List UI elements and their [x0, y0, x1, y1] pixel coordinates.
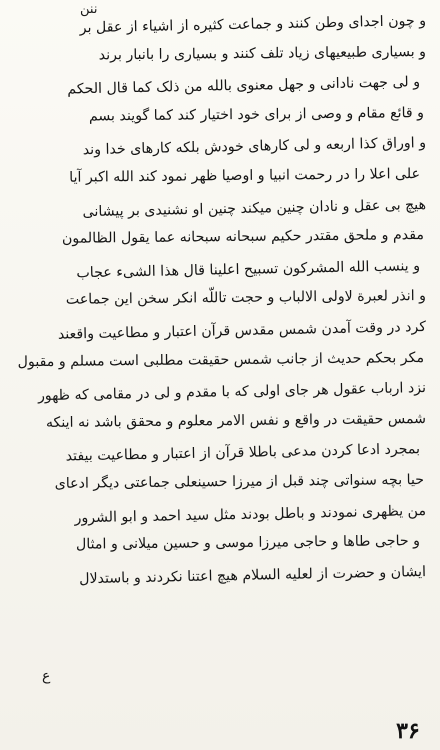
text-line-19: ایشان و حضرت از لعلیه السلام هیچ اعتنا نکردند و باستدلال — [79, 563, 427, 587]
text-line-14: شمس حقیقت در واقع و نفس الامر معلوم و محقق باشد نه اینکه — [45, 410, 427, 431]
text-line-5: و اوراق کذا اربعه و لی کارهای خودش بلکه کارهای خدا وند — [82, 135, 427, 159]
text-line-10: و انذر لعبرة لاولی الالباب و حجت تاللّه انکر سخن این جماعت — [65, 288, 427, 309]
text-line-8: مقدم و ملحق مقتدر حکیم سبحانه سبحانه عما یقول الظالمون — [61, 227, 425, 247]
top-ink-mark: ننن — [80, 2, 98, 17]
text-line-2: و بسیاری طبیعیهای زیاد تلف کنند و بسیاری را بانبار برند — [98, 43, 427, 64]
text-line-7: هیچ بی عقل و نادان چنین میکند چنین او نشنیدی بر پیشانی — [82, 196, 427, 220]
text-line-13: نزد ارباب عقول هر جای اولی که با مقدم و لی در مقامی که ظهور — [37, 380, 427, 405]
text-line-18: و حاجی طاها و حاجی میرزا موسی و حسین میلانی و امثال — [75, 533, 421, 553]
text-line-3: و لی جهت نادانی و جهل معنوی بالله من ذلک کما قال الحکم — [67, 74, 421, 98]
text-line-15: بمجرد ادعا کردن مدعی باطلا قرآن از اعتبار و مطاعیت بیفتد — [65, 441, 421, 465]
margin-ink-mark: ع — [42, 668, 51, 684]
text-line-9: و ینسب الله المشرکون تسبیح اعلینا قال هذا الشیء عجاب — [76, 257, 421, 282]
text-line-4: و قائع مقام و وصی از برای خود اختیار کند کما گویند بسم — [88, 104, 425, 125]
text-line-17: من یظهری نمودند و باطل بودند مثل سید احمد و ابو الشرور — [74, 502, 427, 526]
text-line-16: حیا بچه سنواتی چند قبل از میرزا حسینعلی جماعتی دیگر ادعای — [54, 471, 425, 492]
text-line-1: و چون اجدای وطن کنند و جماعت کثیره از اشیاء از عقل بر — [79, 13, 427, 37]
text-line-6: علی اعلا را در رحمت انبیا و اوصیا ظهر نمود کند الله اکبر آیا — [69, 166, 421, 186]
text-line-12: مکر بحکم حدیث از جانب شمس حقیقت مطلبی است مسلم و مقبول — [17, 349, 425, 370]
text-line-11: کرد در وقت آمدن شمس مقدس قرآن اعتبار و مطاعیت واقعند — [57, 318, 427, 343]
manuscript-text-block — [18, 6, 426, 587]
page-number: ۳۶ — [396, 718, 420, 744]
